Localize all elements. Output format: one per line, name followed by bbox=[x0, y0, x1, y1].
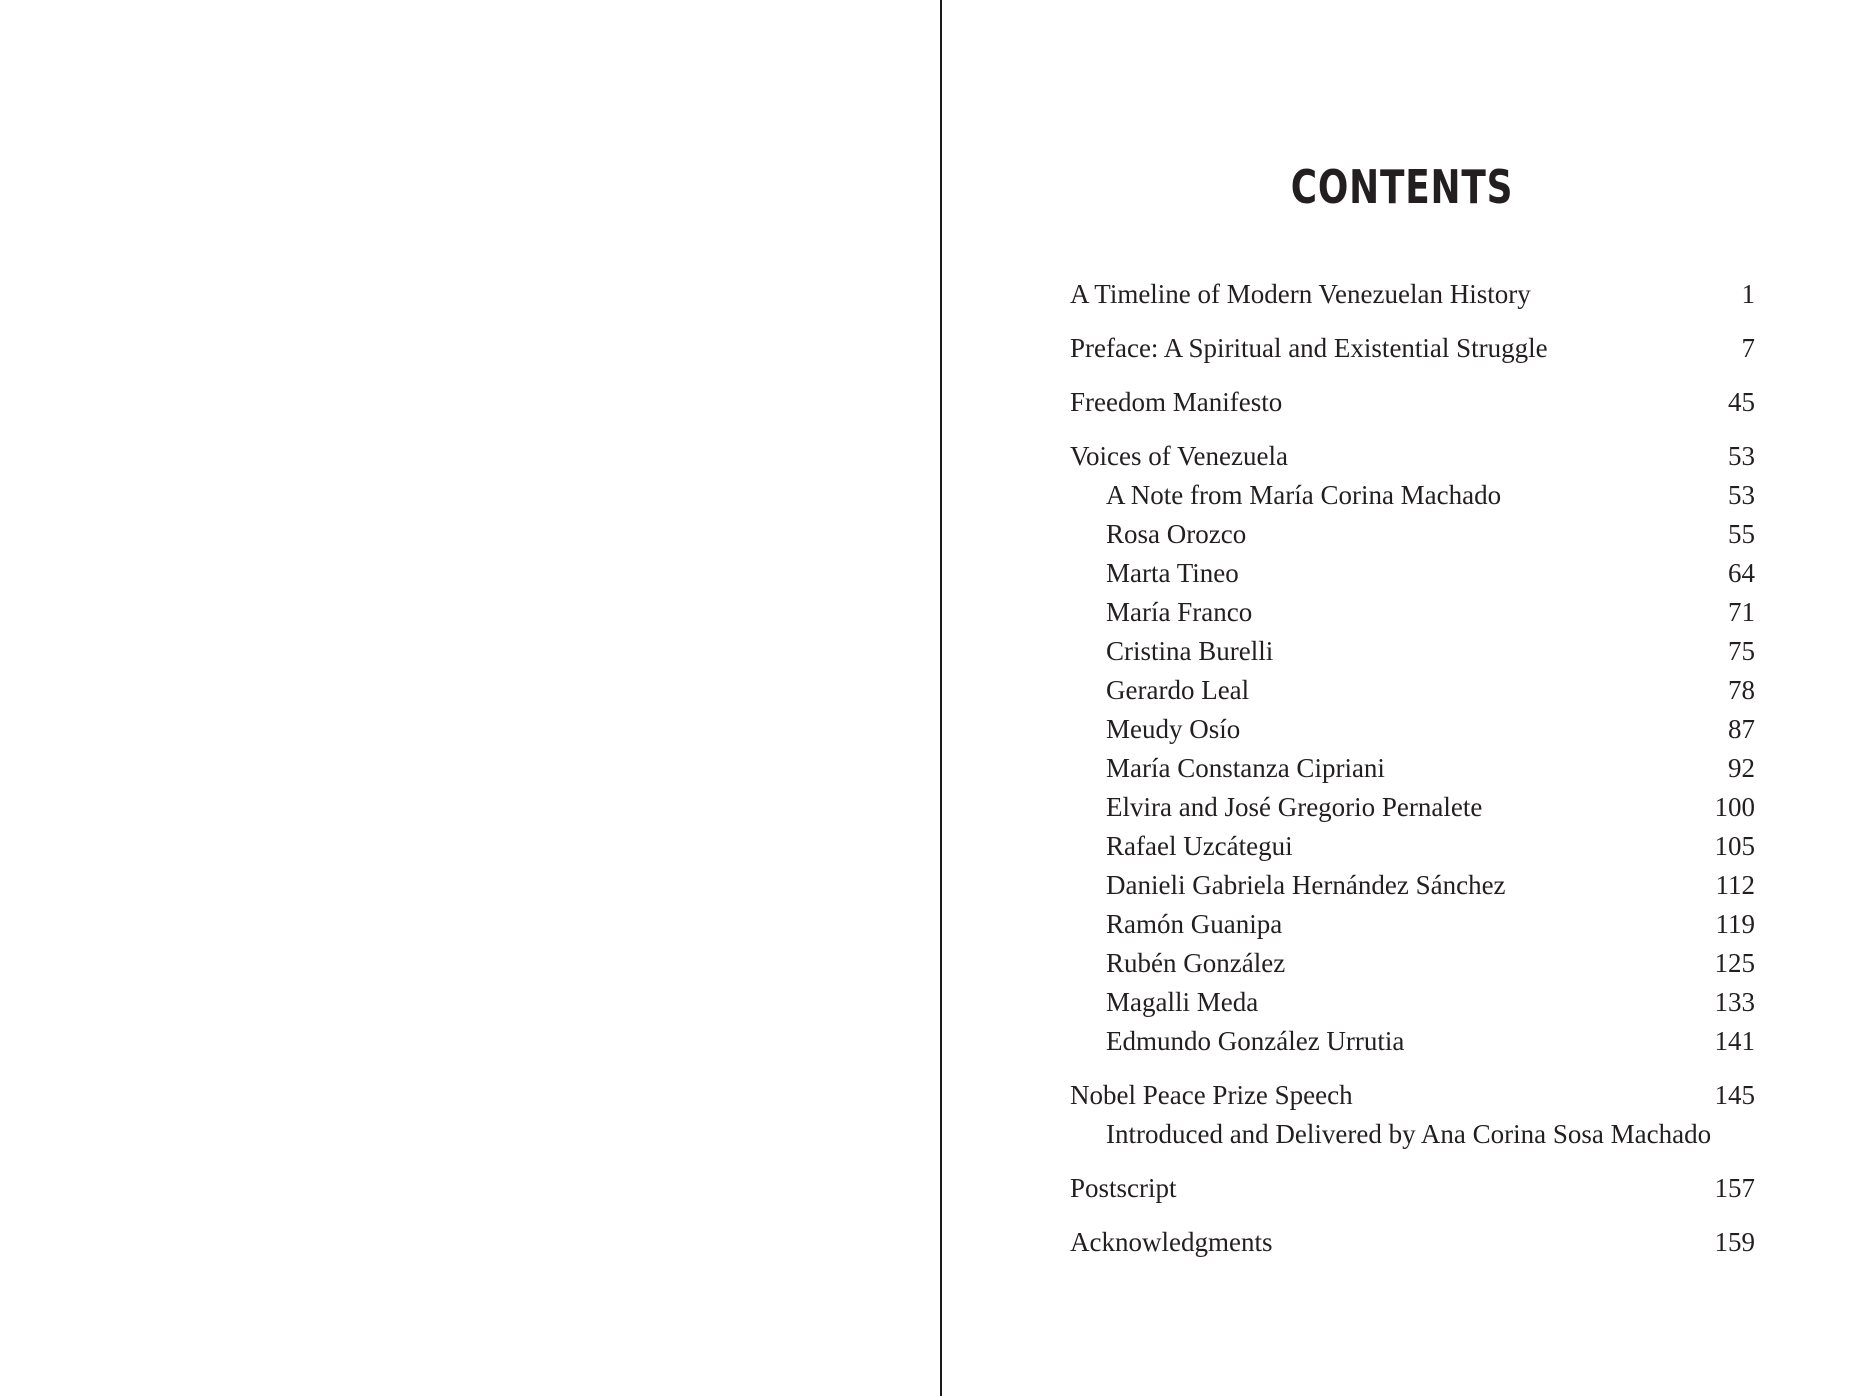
toc-entry-page: 87 bbox=[1728, 714, 1755, 744]
toc-entry-label: Rafael Uzcátegui bbox=[1106, 831, 1293, 861]
toc-subentry[interactable] bbox=[1070, 1022, 1755, 1061]
toc-subentry[interactable] bbox=[1070, 749, 1755, 788]
toc-entry-postscript[interactable] bbox=[1070, 1169, 1755, 1208]
toc-entry-page: 53 bbox=[1728, 441, 1755, 471]
toc-entry-page: 100 bbox=[1714, 792, 1755, 822]
toc-entry-page: 105 bbox=[1714, 831, 1755, 861]
toc-entry-page: 71 bbox=[1728, 597, 1755, 627]
toc-entry-page: 55 bbox=[1728, 519, 1755, 549]
toc-subentry[interactable] bbox=[1070, 554, 1755, 593]
toc-subentry[interactable] bbox=[1070, 710, 1755, 749]
toc-subentry[interactable] bbox=[1070, 827, 1755, 866]
toc-entry-page: 75 bbox=[1728, 636, 1755, 666]
toc-entry-label: María Constanza Cipriani bbox=[1106, 753, 1385, 783]
toc-entry-label: Preface: A Spiritual and Existential Struggle bbox=[1070, 333, 1548, 363]
contents-page bbox=[942, 0, 1862, 1396]
toc-entry-page: 64 bbox=[1728, 558, 1755, 588]
toc-subentry[interactable] bbox=[1070, 515, 1755, 554]
toc-entry-page: 7 bbox=[1741, 333, 1755, 363]
toc-subentry[interactable] bbox=[1070, 866, 1755, 905]
toc-subentry[interactable] bbox=[1070, 632, 1755, 671]
toc-entry-page: 1 bbox=[1741, 279, 1755, 309]
toc-entry-nobel-speech[interactable] bbox=[1070, 1076, 1755, 1115]
toc-entry-label: Magalli Meda bbox=[1106, 987, 1259, 1017]
toc-entry-label: Meudy Osío bbox=[1106, 714, 1241, 744]
toc-entry-label: Postscript bbox=[1070, 1173, 1177, 1203]
toc-entry-page: 125 bbox=[1714, 948, 1755, 978]
toc-entry-page: 159 bbox=[1714, 1227, 1755, 1257]
toc-subentry[interactable] bbox=[1070, 983, 1755, 1022]
toc-entry-label: Voices of Venezuela bbox=[1070, 441, 1288, 471]
toc-entry-page: 145 bbox=[1714, 1080, 1755, 1110]
toc-entry-page: 45 bbox=[1728, 387, 1755, 417]
toc-entry-page: 157 bbox=[1714, 1173, 1755, 1203]
toc-entry-label: Danieli Gabriela Hernández Sánchez bbox=[1106, 870, 1506, 900]
toc-entry-label: Ramón Guanipa bbox=[1106, 909, 1283, 939]
toc-subentry[interactable] bbox=[1070, 905, 1755, 944]
toc-entry-label: Rosa Orozco bbox=[1106, 519, 1247, 549]
toc-entry-label: María Franco bbox=[1106, 597, 1253, 627]
toc-entry-label: Freedom Manifesto bbox=[1070, 387, 1283, 417]
toc-entry-label: A Note from María Corina Machado bbox=[1106, 480, 1502, 510]
toc-entry-label: A Timeline of Modern Venezuelan History bbox=[1070, 279, 1531, 309]
toc-entry-freedom-manifesto[interactable] bbox=[1070, 383, 1755, 422]
toc-entry-voices-of-venezuela[interactable] bbox=[1070, 437, 1755, 476]
toc-entry-page: 112 bbox=[1715, 870, 1755, 900]
toc-entry-acknowledgments[interactable] bbox=[1070, 1223, 1755, 1262]
toc-subentry[interactable] bbox=[1070, 671, 1755, 710]
toc-entry-label: Introduced and Delivered by Ana Corina Sosa Machado bbox=[1106, 1119, 1712, 1149]
table-of-contents bbox=[1070, 275, 1755, 1262]
toc-entry-page: 78 bbox=[1728, 675, 1755, 705]
toc-entry-label: Elvira and José Gregorio Pernalete bbox=[1106, 792, 1483, 822]
toc-entry-page: 133 bbox=[1714, 987, 1755, 1017]
toc-entry-page: 119 bbox=[1715, 909, 1755, 939]
toc-entry-label: Edmundo González Urrutia bbox=[1106, 1026, 1405, 1056]
toc-entry-label: Cristina Burelli bbox=[1106, 636, 1274, 666]
toc-entry-page: 53 bbox=[1728, 480, 1755, 510]
toc-entry-preface[interactable] bbox=[1070, 329, 1755, 368]
toc-entry-label: Rubén González bbox=[1106, 948, 1286, 978]
toc-entry-subtitle bbox=[1070, 1115, 1755, 1154]
page-title: CONTENTS bbox=[1290, 160, 1514, 214]
toc-entry-label: Marta Tineo bbox=[1106, 558, 1239, 588]
toc-entry-page: 141 bbox=[1714, 1026, 1755, 1056]
toc-subentry[interactable] bbox=[1070, 476, 1755, 515]
toc-entry-timeline[interactable] bbox=[1070, 275, 1755, 314]
toc-subentry[interactable] bbox=[1070, 788, 1755, 827]
toc-entry-label: Acknowledgments bbox=[1070, 1227, 1273, 1257]
toc-entry-label: Nobel Peace Prize Speech bbox=[1070, 1080, 1353, 1110]
toc-entry-page: 92 bbox=[1728, 753, 1755, 783]
toc-subentry[interactable] bbox=[1070, 944, 1755, 983]
toc-entry-label: Gerardo Leal bbox=[1106, 675, 1250, 705]
toc-subentry[interactable] bbox=[1070, 593, 1755, 632]
